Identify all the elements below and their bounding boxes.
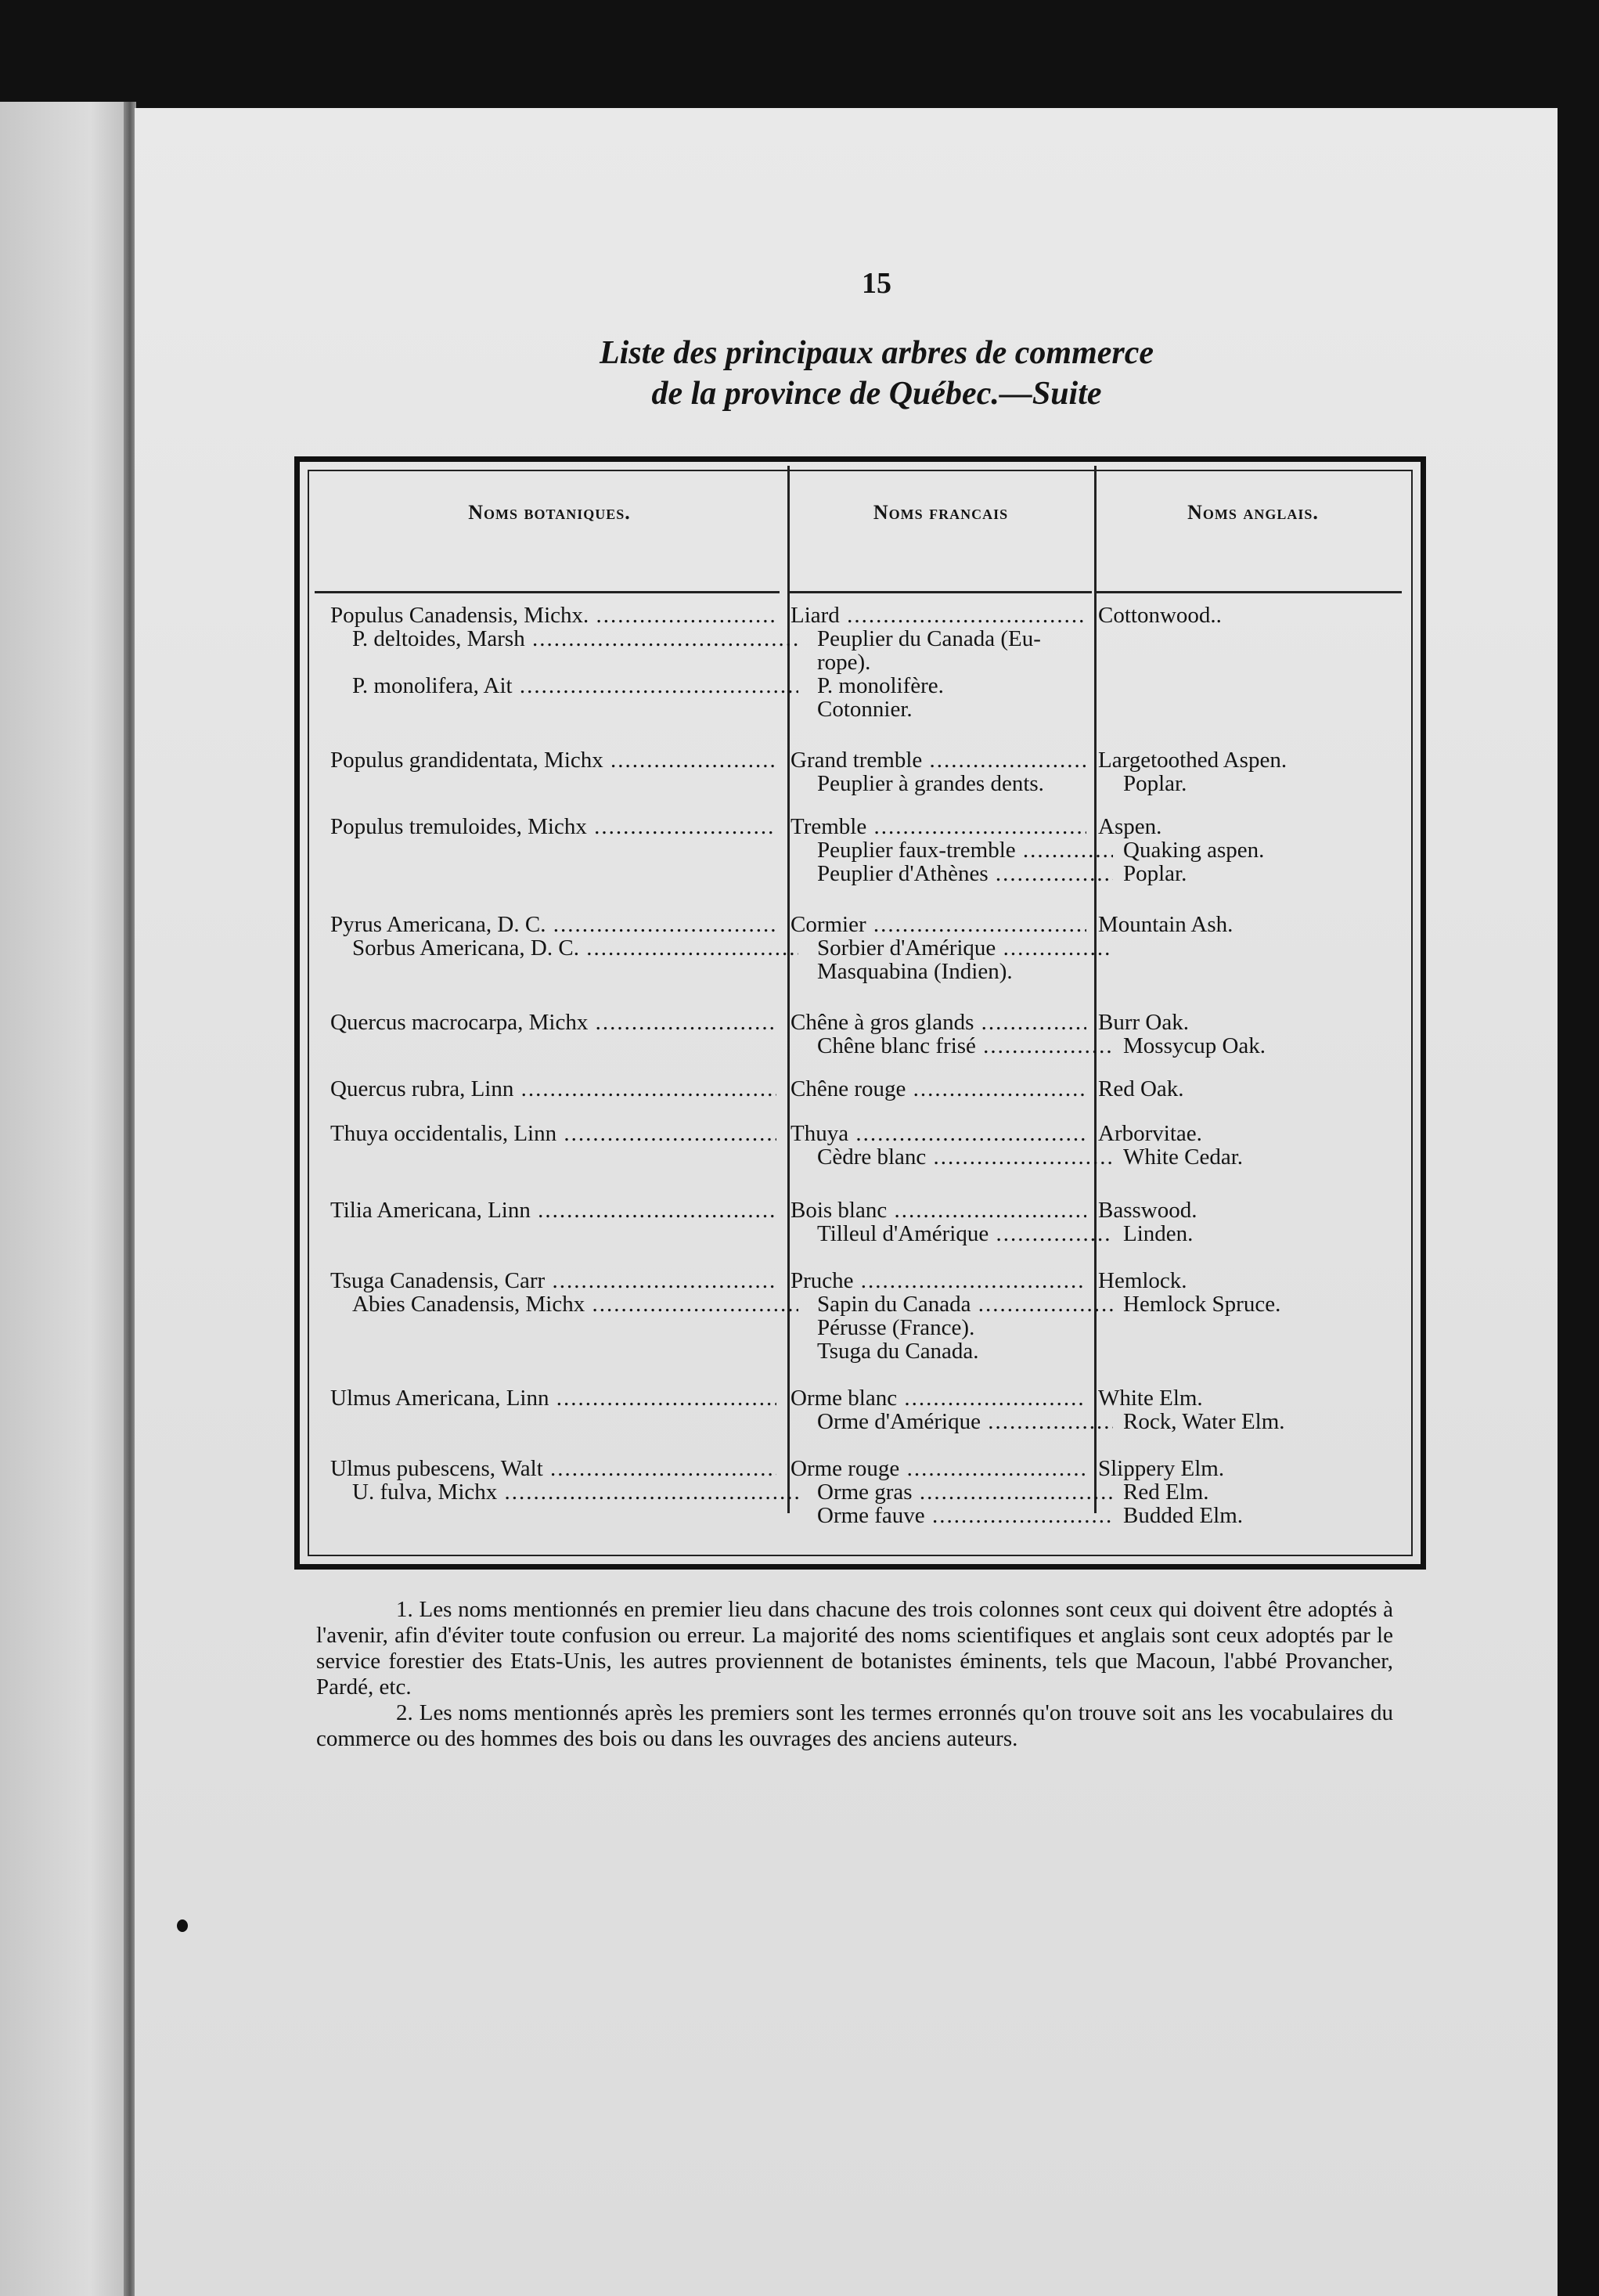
cell-french-r3-l2: Peuplier faux-tremble ..... (790, 838, 1113, 863)
cell-english-r8-l1: Basswood. (1098, 1198, 1197, 1223)
page-number: 15 (862, 267, 891, 300)
header-french: Noms francais (873, 501, 1009, 524)
cell-botanical-r5-l1: Quercus macrocarpa, Michx ..... (330, 1010, 776, 1035)
cell-french-r11-l1: Orme rouge ..... (790, 1456, 1086, 1481)
cell-botanical-r3-l1: Populus tremuloides, Michx ..... (330, 814, 776, 839)
cell-french-r5-l2: Chêne blanc frisé ..... (790, 1033, 1113, 1058)
cell-french-r1-l1: Liard ..... (790, 603, 1086, 628)
left-page-edge (0, 102, 129, 2296)
cell-botanical-r1-l4: P. monolifera, Ait ..... (330, 673, 798, 698)
cell-french-r8-l1: Bois blanc ..... (790, 1198, 1086, 1223)
cell-english-r11-l1: Slippery Elm. (1098, 1456, 1225, 1481)
page-title (438, 333, 1315, 414)
title-line-2: de la province de Québec.—Suite (651, 376, 1102, 412)
cell-botanical-r2-l1: Populus grandidentata, Michx ..... (330, 748, 776, 773)
cell-french-r7-l1: Thuya ..... (790, 1121, 1086, 1146)
cell-french-r2-l1: Grand tremble ..... (790, 748, 1086, 773)
cell-botanical-r8-l1: Tilia Americana, Linn ..... (330, 1198, 776, 1223)
cell-french-r5-l1: Chêne à gros glands ..... (790, 1010, 1086, 1035)
cell-botanical-r11-l1: Ulmus pubescens, Walt ..... (330, 1456, 776, 1481)
cell-french-r4-l2: Sorbier d'Amérique ..... (790, 935, 1113, 961)
ink-speck (177, 1919, 188, 1932)
cell-french-r3-l1: Tremble ..... (790, 814, 1086, 839)
cell-botanical-r7-l1: Thuya occidentalis, Linn ..... (330, 1121, 776, 1146)
cell-french-r9-l2: Sapin du Canada ..... (790, 1292, 1113, 1317)
cell-botanical-r9-l2: Abies Canadensis, Michx ..... (330, 1292, 798, 1317)
cell-botanical-r1-l1: Populus Canadensis, Michx. ..... (330, 603, 776, 628)
cell-english-r10-l1: White Elm. (1098, 1386, 1203, 1411)
cell-english-r2-l1: Largetoothed Aspen. (1098, 748, 1287, 773)
cell-french-r11-l2: Orme gras ..... (790, 1480, 1113, 1505)
cell-botanical-r10-l1: Ulmus Americana, Linn ..... (330, 1386, 776, 1411)
cell-english-r2-l2: Poplar. (1123, 771, 1187, 796)
footnote-2: 2. Les noms mentionnés après les premiers sont les termes erronnés qu'on trouve soit ans les vocabulaires du commerce ou des hommes des bois ou dans les ouvrages des anciens auteurs. (316, 1700, 1393, 1751)
footnote-1: 1. Les noms mentionnés en premier lieu dans chacune des trois colonnes sont ceux qui doivent être adoptés à l'avenir, afin d'éviter toute confusion ou erreur. La majorité des noms scientifiques et anglais sont ceux adoptés par le service forestier des Etats-Unis, les autres proviennent de botanistes éminents, tels que Macoun, l'abbé Provancher, Pardé, etc. (316, 1597, 1393, 1699)
cell-english-r11-l2: Red Elm. (1123, 1480, 1209, 1505)
cell-french-r1-l3: rope). (817, 650, 871, 675)
cell-botanical-r6-l1: Quercus rubra, Linn ..... (330, 1076, 776, 1101)
cell-french-r10-l1: Orme blanc ..... (790, 1386, 1086, 1411)
cell-french-r2-l2: Peuplier à grandes dents. (817, 771, 1044, 796)
cell-english-r3-l3: Poplar. (1123, 861, 1187, 886)
cell-french-r1-l4: P. monolifère. (817, 673, 944, 698)
cell-english-r1-l1: Cottonwood.. (1098, 603, 1222, 628)
cell-botanical-r4-l2: Sorbus Americana, D. C. ..... (330, 935, 798, 961)
cell-english-r9-l1: Hemlock. (1098, 1268, 1187, 1293)
cell-botanical-r9-l1: Tsuga Canadensis, Carr ..... (330, 1268, 776, 1293)
cell-english-r10-l2: Rock, Water Elm. (1123, 1409, 1285, 1434)
cell-french-r3-l3: Peuplier d'Athènes ..... (790, 861, 1113, 886)
cell-english-r7-l1: Arborvitae. (1098, 1121, 1202, 1146)
cell-french-r9-l4: Tsuga du Canada. (817, 1339, 979, 1364)
cell-botanical-r1-l2: P. deltoides, Marsh ..... (330, 626, 798, 651)
header-rule-french (790, 591, 1092, 593)
header-english: Noms anglais. (1187, 501, 1319, 524)
header-rule-botanical (315, 591, 780, 593)
cell-botanical-r11-l2: U. fulva, Michx ..... (330, 1480, 798, 1505)
cell-english-r8-l2: Linden. (1123, 1221, 1194, 1246)
cell-english-r3-l2: Quaking aspen. (1123, 838, 1265, 863)
footnotes (316, 1597, 1393, 1752)
header-rule-english (1097, 591, 1402, 593)
cell-english-r11-l3: Budded Elm. (1123, 1503, 1244, 1528)
column-divider-1 (787, 466, 790, 1513)
cell-english-r5-l1: Burr Oak. (1098, 1010, 1189, 1035)
cell-french-r1-l2: Peuplier du Canada (Eu- (817, 626, 1041, 651)
cell-french-r10-l2: Orme d'Amérique ..... (790, 1409, 1113, 1434)
cell-french-r9-l1: Pruche ..... (790, 1268, 1086, 1293)
cell-french-r4-l3: Masquabina (Indien). (817, 959, 1013, 984)
cell-english-r3-l1: Aspen. (1098, 814, 1162, 839)
cell-english-r6-l1: Red Oak. (1098, 1076, 1184, 1101)
cell-french-r7-l2: Cèdre blanc ..... (790, 1144, 1113, 1170)
cell-french-r9-l3: Pérusse (France). (817, 1315, 975, 1340)
cell-french-r11-l3: Orme fauve ..... (790, 1503, 1113, 1528)
cell-french-r8-l2: Tilleul d'Amérique ..... (790, 1221, 1113, 1246)
cell-french-r1-l5: Cotonnier. (817, 697, 913, 722)
title-line-1: Liste des principaux arbres de commerce (599, 335, 1154, 371)
cell-english-r9-l2: Hemlock Spruce. (1123, 1292, 1281, 1317)
cell-english-r7-l2: White Cedar. (1123, 1144, 1244, 1170)
cell-english-r4-l1: Mountain Ash. (1098, 912, 1233, 937)
cell-french-r6-l1: Chêne rouge ..... (790, 1076, 1086, 1101)
cell-english-r5-l2: Mossycup Oak. (1123, 1033, 1266, 1058)
cell-french-r4-l1: Cormier ..... (790, 912, 1086, 937)
header-botanical: Noms botaniques. (468, 501, 631, 524)
cell-botanical-r4-l1: Pyrus Americana, D. C. ..... (330, 912, 776, 937)
